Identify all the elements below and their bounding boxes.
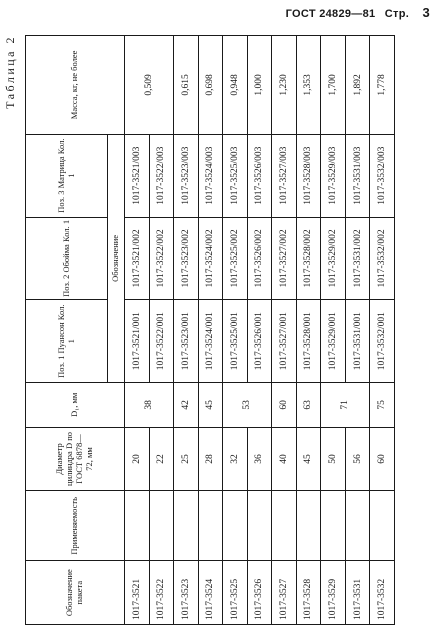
page-number: 3 bbox=[422, 5, 430, 20]
cell-pos3: 1017-3531/003 bbox=[345, 134, 370, 217]
cell-applicability bbox=[321, 491, 346, 561]
cell-pos2: 1017-3532/002 bbox=[370, 217, 395, 300]
cell-applicability bbox=[125, 491, 150, 561]
cell-diameter: 22 bbox=[149, 427, 174, 491]
cell-package: 1017-3524 bbox=[198, 561, 223, 625]
cell-pos2: 1017-3525/002 bbox=[223, 217, 248, 300]
table-row bbox=[345, 36, 370, 625]
col-header-pos3: Поз. 3 Матрица Кол. 1 bbox=[26, 134, 108, 217]
col-header-diameter: Диаметр цилиндра D по ГОСТ 6878—72, мм bbox=[26, 427, 125, 491]
cell-mass: 1,230 bbox=[272, 36, 297, 135]
table-row bbox=[198, 36, 223, 625]
cell-mass: 0,509 bbox=[125, 36, 174, 135]
cell-package: 1017-3523 bbox=[174, 561, 199, 625]
cell-pos3: 1017-3527/003 bbox=[272, 134, 297, 217]
cell-package: 1017-3522 bbox=[149, 561, 174, 625]
cell-applicability bbox=[198, 491, 223, 561]
cell-pos1: 1017-3524/001 bbox=[198, 300, 223, 383]
cell-d1: 71 bbox=[321, 383, 370, 428]
cell-pos3: 1017-3528/003 bbox=[296, 134, 321, 217]
table-caption: Таблица 2 bbox=[3, 35, 17, 109]
cell-d1: 75 bbox=[370, 383, 395, 428]
table-row bbox=[125, 36, 150, 625]
cell-d1: 38 bbox=[125, 383, 174, 428]
cell-pos3: 1017-3521/003 bbox=[125, 134, 150, 217]
cell-mass: 0,698 bbox=[198, 36, 223, 135]
col-header-applicability: Применяемость bbox=[26, 491, 125, 561]
cell-diameter: 56 bbox=[345, 427, 370, 491]
table-row bbox=[174, 36, 199, 625]
cell-pos2: 1017-3523/002 bbox=[174, 217, 199, 300]
cell-applicability bbox=[370, 491, 395, 561]
cell-pos1: 1017-3527/001 bbox=[272, 300, 297, 383]
cell-pos2: 1017-3529/002 bbox=[321, 217, 346, 300]
cell-package: 1017-3531 bbox=[345, 561, 370, 625]
col-header-mass: Масса, кг, не более bbox=[26, 36, 125, 135]
col-header-pos2: Поз. 2 Обойма Кол. 1 bbox=[26, 217, 108, 300]
cell-pos1: 1017-3532/001 bbox=[370, 300, 395, 383]
cell-pos3: 1017-3532/003 bbox=[370, 134, 395, 217]
cell-mass: 1,700 bbox=[321, 36, 346, 135]
cell-package: 1017-3529 bbox=[321, 561, 346, 625]
cell-d1: 45 bbox=[198, 383, 223, 428]
cell-mass: 1,892 bbox=[345, 36, 370, 135]
col-header-designation-group: Обозначение bbox=[108, 134, 125, 382]
cell-pos1: 1017-3521/001 bbox=[125, 300, 150, 383]
page-header bbox=[280, 5, 430, 20]
cell-package: 1017-3521 bbox=[125, 561, 150, 625]
cell-diameter: 20 bbox=[125, 427, 150, 491]
col-header-pos1: Поз. 1 Пуансон Кол. 1 bbox=[26, 300, 108, 383]
cell-pos2: 1017-3528/002 bbox=[296, 217, 321, 300]
cell-d1: 42 bbox=[174, 383, 199, 428]
cell-pos1: 1017-3526/001 bbox=[247, 300, 272, 383]
table-row bbox=[321, 36, 346, 625]
cell-pos2: 1017-3526/002 bbox=[247, 217, 272, 300]
cell-pos3: 1017-3524/003 bbox=[198, 134, 223, 217]
cell-applicability bbox=[247, 491, 272, 561]
cell-pos3: 1017-3525/003 bbox=[223, 134, 248, 217]
cell-pos2: 1017-3527/002 bbox=[272, 217, 297, 300]
cell-d1: 63 bbox=[296, 383, 321, 428]
cell-mass: 1,000 bbox=[247, 36, 272, 135]
cell-package: 1017-3532 bbox=[370, 561, 395, 625]
data-table bbox=[25, 35, 395, 625]
header-row-main bbox=[26, 36, 108, 625]
cell-diameter: 36 bbox=[247, 427, 272, 491]
cell-d1: 60 bbox=[272, 383, 297, 428]
col-header-package: Обозначение пакета bbox=[26, 561, 125, 625]
cell-diameter: 32 bbox=[223, 427, 248, 491]
cell-applicability bbox=[223, 491, 248, 561]
table-row bbox=[272, 36, 297, 625]
cell-pos1: 1017-3529/001 bbox=[321, 300, 346, 383]
cell-pos3: 1017-3523/003 bbox=[174, 134, 199, 217]
cell-diameter: 28 bbox=[198, 427, 223, 491]
cell-pos2: 1017-3521/002 bbox=[125, 217, 150, 300]
cell-diameter: 60 bbox=[370, 427, 395, 491]
cell-diameter: 25 bbox=[174, 427, 199, 491]
page-label: Стр. bbox=[384, 8, 410, 20]
cell-pos3: 1017-3529/003 bbox=[321, 134, 346, 217]
cell-pos2: 1017-3522/002 bbox=[149, 217, 174, 300]
cell-pos1: 1017-3522/001 bbox=[149, 300, 174, 383]
cell-applicability bbox=[149, 491, 174, 561]
cell-pos3: 1017-3526/003 bbox=[247, 134, 272, 217]
cell-diameter: 45 bbox=[296, 427, 321, 491]
table-row bbox=[370, 36, 395, 625]
cell-mass: 0,948 bbox=[223, 36, 248, 135]
cell-package: 1017-3525 bbox=[223, 561, 248, 625]
cell-pos1: 1017-3528/001 bbox=[296, 300, 321, 383]
table-row bbox=[223, 36, 248, 625]
cell-applicability bbox=[345, 491, 370, 561]
cell-package: 1017-3528 bbox=[296, 561, 321, 625]
cell-pos3: 1017-3522/003 bbox=[149, 134, 174, 217]
cell-package: 1017-3527 bbox=[272, 561, 297, 625]
table-body bbox=[26, 36, 395, 625]
cell-diameter: 50 bbox=[321, 427, 346, 491]
cell-mass: 1,353 bbox=[296, 36, 321, 135]
col-header-d1: D₁, мм bbox=[26, 383, 125, 428]
cell-pos1: 1017-3531/001 bbox=[345, 300, 370, 383]
table-row bbox=[296, 36, 321, 625]
cell-pos2: 1017-3524/002 bbox=[198, 217, 223, 300]
cell-applicability bbox=[174, 491, 199, 561]
standard-number: ГОСТ 24829—81 bbox=[285, 8, 376, 20]
cell-d1: 53 bbox=[223, 383, 272, 428]
cell-mass: 1,778 bbox=[370, 36, 395, 135]
cell-package: 1017-3526 bbox=[247, 561, 272, 625]
cell-pos1: 1017-3525/001 bbox=[223, 300, 248, 383]
cell-applicability bbox=[272, 491, 297, 561]
cell-applicability bbox=[296, 491, 321, 561]
cell-mass: 0,615 bbox=[174, 36, 199, 135]
table-row bbox=[247, 36, 272, 625]
cell-pos2: 1017-3531/002 bbox=[345, 217, 370, 300]
cell-pos1: 1017-3523/001 bbox=[174, 300, 199, 383]
cell-diameter: 40 bbox=[272, 427, 297, 491]
rotated-table-container bbox=[3, 35, 395, 625]
